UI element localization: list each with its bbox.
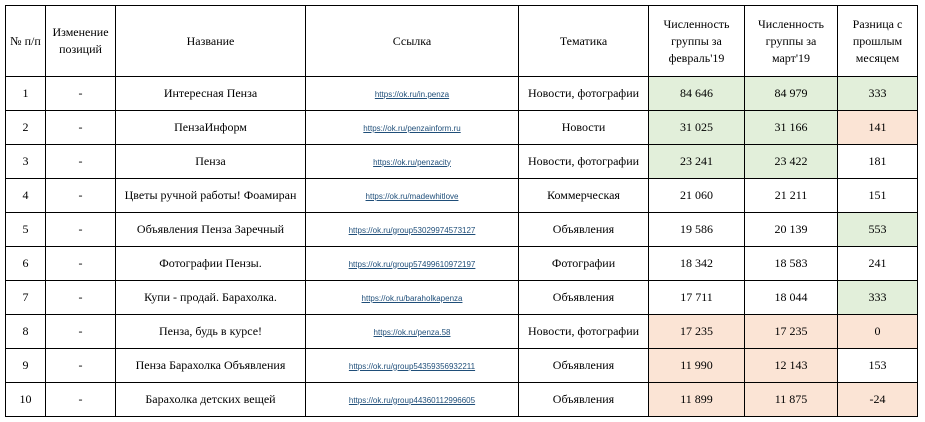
group-link[interactable]: https://ok.ru/group44360112996605 — [348, 395, 476, 405]
cell-diff: 0 — [838, 315, 918, 349]
cell-change: - — [46, 179, 116, 213]
cell-topic: Новости — [519, 111, 649, 145]
cell-topic: Новости, фотографии — [519, 315, 649, 349]
cell-feb: 84 646 — [649, 77, 745, 111]
cell-diff: -24 — [838, 383, 918, 417]
group-link[interactable]: https://ok.ru/penzacity — [373, 157, 451, 167]
cell-mar: 23 422 — [745, 145, 838, 179]
cell-num: 5 — [6, 213, 46, 247]
cell-feb: 18 342 — [649, 247, 745, 281]
header-diff: Разница с прошлым месяцем — [838, 6, 918, 77]
header-name: Название — [116, 6, 306, 77]
cell-mar: 21 211 — [745, 179, 838, 213]
cell-num: 8 — [6, 315, 46, 349]
header-link: Ссылка — [306, 6, 519, 77]
group-link[interactable]: https://ok.ru/baraholkapenza — [361, 293, 463, 303]
group-link[interactable]: https://ok.ru/madewhitlove — [365, 191, 459, 201]
cell-mar: 18 583 — [745, 247, 838, 281]
cell-topic: Новости, фотографии — [519, 145, 649, 179]
cell-link — [306, 77, 519, 111]
group-link[interactable]: https://ok.ru/group54359356932211 — [348, 361, 476, 371]
cell-change: - — [46, 77, 116, 111]
cell-name: Купи - продай. Барахолка. — [116, 281, 306, 315]
cell-feb: 17 711 — [649, 281, 745, 315]
cell-diff: 181 — [838, 145, 918, 179]
cell-topic: Объявления — [519, 213, 649, 247]
cell-num: 3 — [6, 145, 46, 179]
cell-change: - — [46, 349, 116, 383]
cell-topic: Новости, фотографии — [519, 77, 649, 111]
table-row — [6, 111, 918, 145]
cell-mar: 20 139 — [745, 213, 838, 247]
cell-num: 2 — [6, 111, 46, 145]
cell-mar: 84 979 — [745, 77, 838, 111]
cell-mar: 12 143 — [745, 349, 838, 383]
cell-link — [306, 383, 519, 417]
cell-num: 6 — [6, 247, 46, 281]
cell-num: 9 — [6, 349, 46, 383]
cell-num: 4 — [6, 179, 46, 213]
group-link[interactable]: https://ok.ru/penza.58 — [373, 327, 451, 337]
cell-feb: 19 586 — [649, 213, 745, 247]
cell-num: 1 — [6, 77, 46, 111]
table-row — [6, 247, 918, 281]
cell-change: - — [46, 145, 116, 179]
cell-feb: 31 025 — [649, 111, 745, 145]
cell-feb: 11 899 — [649, 383, 745, 417]
cell-feb: 21 060 — [649, 179, 745, 213]
cell-link — [306, 213, 519, 247]
table-row — [6, 213, 918, 247]
group-link[interactable]: https://ok.ru/group53029974573127 — [348, 225, 476, 235]
cell-topic: Коммерческая — [519, 179, 649, 213]
cell-feb: 11 990 — [649, 349, 745, 383]
cell-link — [306, 281, 519, 315]
header-num: № п/п — [6, 6, 46, 77]
table-row — [6, 349, 918, 383]
cell-name: Интересная Пенза — [116, 77, 306, 111]
table-row — [6, 77, 918, 111]
header-mar: Численность группы за март'19 — [745, 6, 838, 77]
cell-diff: 241 — [838, 247, 918, 281]
group-link[interactable]: https://ok.ru/group57499610972197 — [348, 259, 476, 269]
cell-num: 7 — [6, 281, 46, 315]
cell-diff: 141 — [838, 111, 918, 145]
cell-diff: 553 — [838, 213, 918, 247]
cell-name: Барахолка детских вещей — [116, 383, 306, 417]
cell-change: - — [46, 315, 116, 349]
cell-num: 10 — [6, 383, 46, 417]
cell-topic: Объявления — [519, 349, 649, 383]
header-topic: Тематика — [519, 6, 649, 77]
header-row — [6, 6, 918, 77]
cell-mar: 11 875 — [745, 383, 838, 417]
cell-name: Фотографии Пензы. — [116, 247, 306, 281]
cell-topic: Объявления — [519, 383, 649, 417]
cell-name: Цветы ручной работы! Фоамиран — [116, 179, 306, 213]
table-row — [6, 383, 918, 417]
cell-name: Пенза, будь в курсе! — [116, 315, 306, 349]
cell-link — [306, 315, 519, 349]
cell-name: Объявления Пенза Заречный — [116, 213, 306, 247]
header-feb: Численность группы за февраль'19 — [649, 6, 745, 77]
cell-change: - — [46, 111, 116, 145]
table-row — [6, 281, 918, 315]
cell-link — [306, 349, 519, 383]
table-row — [6, 315, 918, 349]
cell-mar: 18 044 — [745, 281, 838, 315]
cell-mar: 31 166 — [745, 111, 838, 145]
cell-change: - — [46, 383, 116, 417]
cell-change: - — [46, 281, 116, 315]
group-link[interactable]: https://ok.ru/in.penza — [374, 89, 450, 99]
cell-diff: 151 — [838, 179, 918, 213]
cell-link — [306, 247, 519, 281]
cell-diff: 333 — [838, 281, 918, 315]
cell-diff: 333 — [838, 77, 918, 111]
cell-change: - — [46, 247, 116, 281]
cell-link — [306, 179, 519, 213]
cell-name: ПензаИнформ — [116, 111, 306, 145]
table-row — [6, 179, 918, 213]
table-row — [6, 145, 918, 179]
header-change: Изменение позиций — [46, 6, 116, 77]
group-link[interactable]: https://ok.ru/penzainform.ru — [363, 123, 461, 133]
cell-name: Пенза — [116, 145, 306, 179]
cell-change: - — [46, 213, 116, 247]
cell-feb: 23 241 — [649, 145, 745, 179]
cell-link — [306, 111, 519, 145]
cell-mar: 17 235 — [745, 315, 838, 349]
cell-topic: Объявления — [519, 281, 649, 315]
cell-feb: 17 235 — [649, 315, 745, 349]
groups-table — [5, 5, 918, 417]
cell-name: Пенза Барахолка Объявления — [116, 349, 306, 383]
cell-link — [306, 145, 519, 179]
cell-diff: 153 — [838, 349, 918, 383]
cell-topic: Фотографии — [519, 247, 649, 281]
